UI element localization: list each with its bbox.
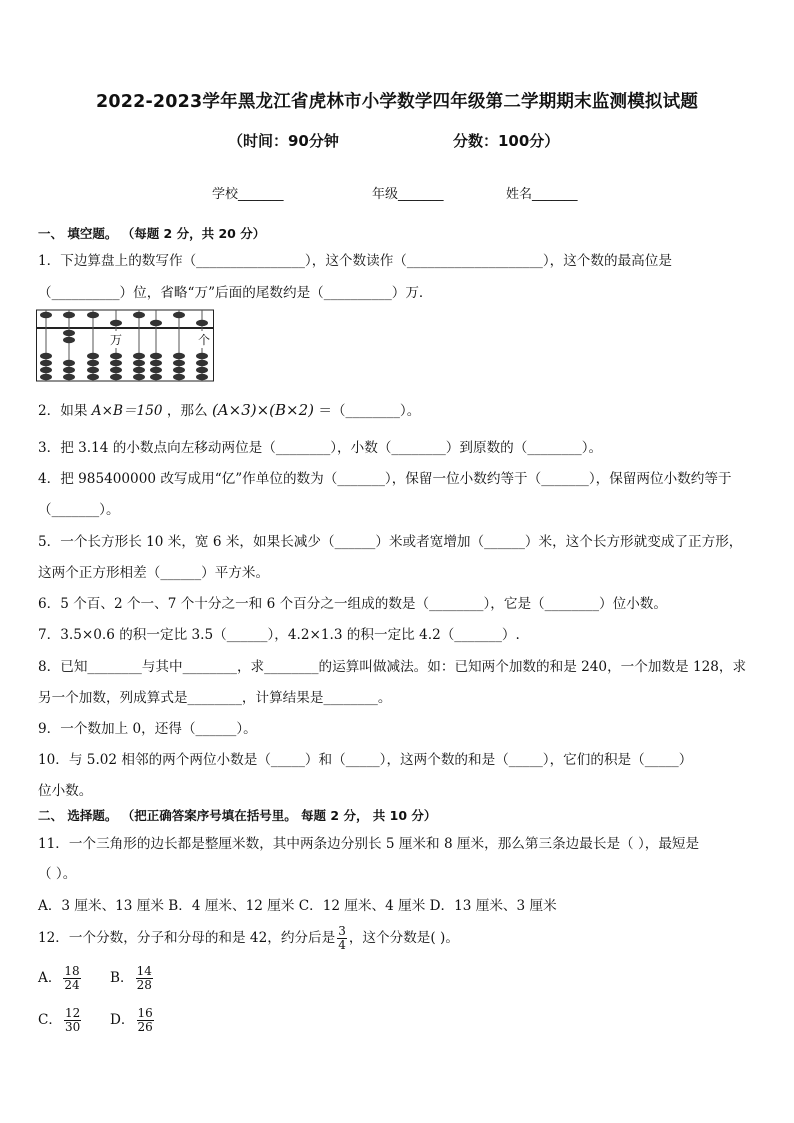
q12-option-a[interactable]: A． $\frac{18}{24}$ xyxy=(38,964,80,992)
question-11-options: A．3 厘米、13 厘米 B．4 厘米、12 厘米 C．12 厘米、4 厘米 D．13 厘米、3 厘米 xyxy=(38,898,557,914)
question-4-line2: （_______）。 xyxy=(38,502,120,518)
question-9: 9．一个数加上 0，还得（______）。 xyxy=(38,721,257,737)
question-3: 3．把 3.14 的小数点向左移动两位是（________），小数（________）到原数的（________）。 xyxy=(38,440,603,456)
grade-field[interactable]: 年级_______ xyxy=(372,187,444,202)
q12-fraction: $\frac{3}{4}$ xyxy=(338,924,346,952)
school-field[interactable]: 学校_______ xyxy=(212,187,284,202)
name-field[interactable]: 姓名_______ xyxy=(506,187,578,202)
q12-option-c[interactable]: C． $\frac{12}{30}$ xyxy=(38,1006,81,1034)
abacus-label-ge: 个 xyxy=(198,333,211,347)
abacus-figure xyxy=(36,309,216,383)
question-5-line1: 5．一个长方形长 10 米，宽 6 米，如果长减少（______）米或者宽增加（______）米，这个长方形就变成了正方形， xyxy=(38,534,743,550)
question-2: 2．如果 A×B＝150 ，那么 (A×3)×(B×2) ＝（________）。 xyxy=(38,401,421,419)
question-4-line1: 4．把 985400000 改写成用“亿”作单位的数为（_______），保留一位小数约等于（_______），保留两位小数约等于 xyxy=(38,471,732,487)
q2-math-given: A×B＝150 xyxy=(91,403,163,419)
question-6: 6．5 个百、2 个一、7 个十分之一和 6 个百分之一组成的数是（________），它是（________）位小数。 xyxy=(38,596,667,612)
section-1-title: 一、 填空题。 （每题 2 分，共 20 分） xyxy=(38,226,266,241)
question-8-line1: 8．已知________与其中________，求________的运算叫做减法。如：已知两个加数的和是 240，一个加数是 128，求 xyxy=(38,659,747,675)
exam-time: （时间：90分钟 xyxy=(228,132,339,150)
question-11-line1: 11．一个三角形的边长都是整厘米数，其中两条边分别长 5 厘米和 8 厘米，那么第三条边最长是（ ），最短是 xyxy=(38,836,700,852)
q2-math-expr: (A×3)×(B×2) xyxy=(211,401,315,419)
question-12: 12．一个分数，分子和分母的和是 42，约分后是 $\frac{3}{4}$ ，这个分数是( )。 xyxy=(38,924,459,952)
abacus-label-wan: 万 xyxy=(110,333,123,347)
section-2-title: 二、 选择题。 （把正确答案序号填在括号里。 每题 2 分， 共 10 分） xyxy=(38,808,437,823)
question-11-line2: （ ）。 xyxy=(38,866,77,882)
question-8-line2: 另一个加数，列成算式是________，计算结果是________。 xyxy=(38,690,392,706)
question-5-line2: 这两个正方形相差（______）平方米。 xyxy=(38,565,270,581)
exam-score: 分数：100分） xyxy=(453,132,560,150)
page-title: 2022-2023学年黑龙江省虎林市小学数学四年级第二学期期末监测模拟试题 xyxy=(95,92,699,112)
q12-option-b[interactable]: B． $\frac{14}{28}$ xyxy=(110,964,152,992)
question-10-line1: 10．与 5.02 相邻的两个两位小数是（_____）和（_____），这两个数的和是（_____），它们的积是（_____） xyxy=(38,752,693,768)
question-7: 7．3.5×0.6 的积一定比 3.5（______），4.2×1.3 的积一定比 4.2（_______）. xyxy=(38,627,520,643)
question-1-line1: 1．下边算盘上的数写作（________________），这个数读作（____________________），这个数的最高位是 xyxy=(38,253,672,269)
question-10-line2: 位小数。 xyxy=(38,783,93,799)
q12-option-d[interactable]: D． $\frac{16}{26}$ xyxy=(110,1006,153,1034)
question-1-line2: （__________）位，省略“万”后面的尾数约是（__________）万． xyxy=(38,285,433,301)
